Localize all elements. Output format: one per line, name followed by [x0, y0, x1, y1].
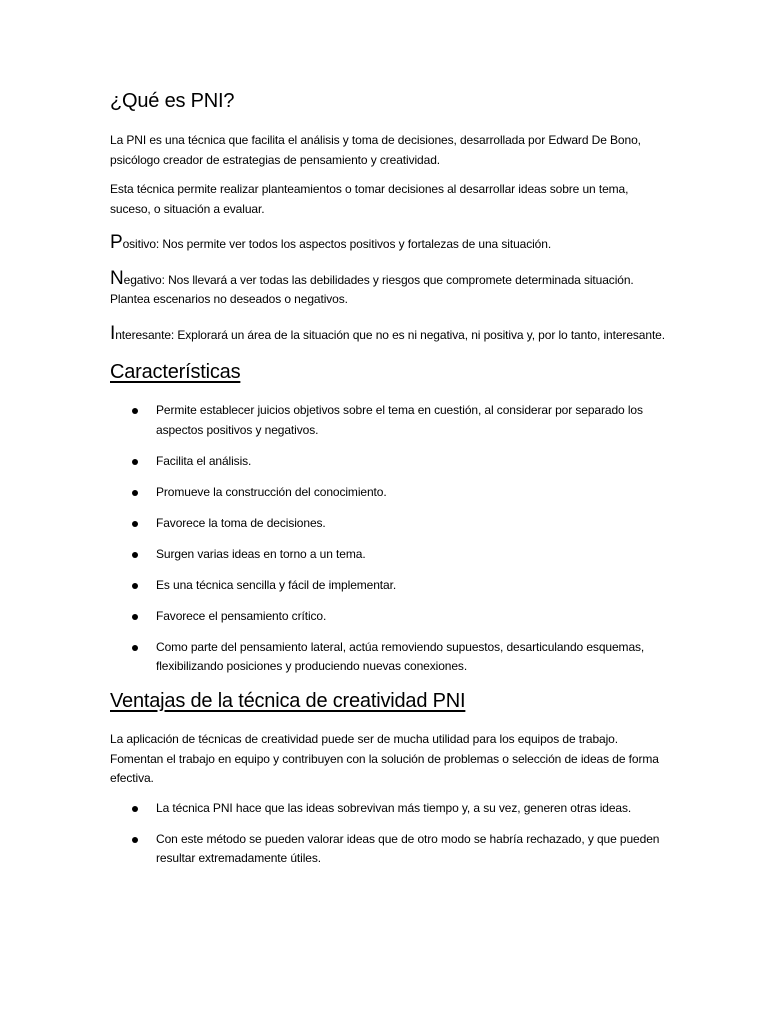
list-item-text: Surgen varias ideas en torno a un tema. [156, 546, 366, 561]
list-item-text: Promueve la construcción del conocimiento. [156, 484, 387, 499]
definition-positivo [110, 233, 670, 255]
definition-text: nteresante: Explorará un área de la situación que no es ni negativa, ni positiva y, por lo tanto, interesante. [115, 327, 665, 342]
definition-text: egativo: Nos llevará a ver todas las debilidades y riesgos que compromete determinada situación. Plantea escenarios no deseados o negativos. [110, 272, 634, 306]
section-title-que-es-pni: ¿Qué es PNI? [110, 90, 235, 112]
definition-text: ositivo: Nos permite ver todos los aspectos positivos y fortalezas de una situación. [122, 237, 552, 251]
bullet-icon [132, 490, 138, 496]
definition-negativo [110, 269, 670, 310]
ventajas-intro-paragraph: La aplicación de técnicas de creatividad puede ser de mucha utilidad para los equipos de trabajo. Fomentan el trabajo en equipo y contribuyen con la solución de problemas o selección de ideas de forma efectiva. [110, 732, 659, 785]
list-item-text: La técnica PNI hace que las ideas sobrevivan más tiempo y, a su vez, generen otras ideas. [156, 800, 632, 815]
section-title-ventajas: Ventajas de la técnica de creatividad PNI [110, 690, 466, 712]
list-item-text: Es una técnica sencilla y fácil de implementar. [156, 577, 397, 592]
definition-initial: I [110, 322, 116, 344]
list-item-text: Con este método se pueden valorar ideas que de otro modo se habría rechazado, y que pueden resultar extremadamente útiles. [156, 831, 660, 865]
list-item [110, 452, 670, 472]
list-item [110, 799, 670, 819]
document-content [110, 88, 670, 880]
list-item-text: Permite establecer juicios objetivos sobre el tema en cuestión, al considerar por separado los aspectos positivos y negativos. [156, 403, 643, 437]
definition-initial: N [110, 267, 124, 289]
list-item [110, 545, 670, 565]
ventajas-list [110, 799, 670, 869]
list-item-text: Favorece la toma de decisiones. [156, 515, 326, 530]
section-title-caracteristicas: Características [110, 361, 241, 383]
list-item [110, 576, 670, 596]
list-item [110, 638, 670, 677]
caracteristicas-list [110, 401, 670, 677]
intro-paragraph-2: Esta técnica permite realizar planteamientos o tomar decisiones al desarrollar ideas sobre un tema, suceso, o situación a evaluar. [110, 182, 629, 216]
bullet-icon [132, 614, 138, 620]
bullet-icon [132, 645, 138, 651]
bullet-icon [132, 837, 138, 843]
bullet-icon [132, 521, 138, 527]
intro-paragraph-1: La PNI es una técnica que facilita el análisis y toma de decisiones, desarrollada por Edward De Bono, psicólogo creador de estrategias de pensamiento y creatividad. [110, 133, 641, 167]
list-item-text: Favorece el pensamiento crítico. [156, 608, 327, 623]
definition-interesante [110, 324, 670, 346]
list-item-text: Como parte del pensamiento lateral, actúa removiendo supuestos, desarticulando esquemas, flexibilizando posiciones y produciendo nuevas conexiones. [156, 639, 645, 673]
definition-initial: P [110, 232, 123, 253]
bullet-icon [132, 552, 138, 558]
bullet-icon [132, 583, 138, 589]
list-item [110, 607, 670, 627]
list-item [110, 401, 670, 440]
bullet-icon [132, 806, 138, 812]
bullet-icon [132, 459, 138, 465]
bullet-icon [132, 408, 138, 414]
list-item [110, 514, 670, 534]
list-item [110, 830, 670, 869]
list-item [110, 483, 670, 503]
list-item-text: Facilita el análisis. [156, 453, 252, 468]
